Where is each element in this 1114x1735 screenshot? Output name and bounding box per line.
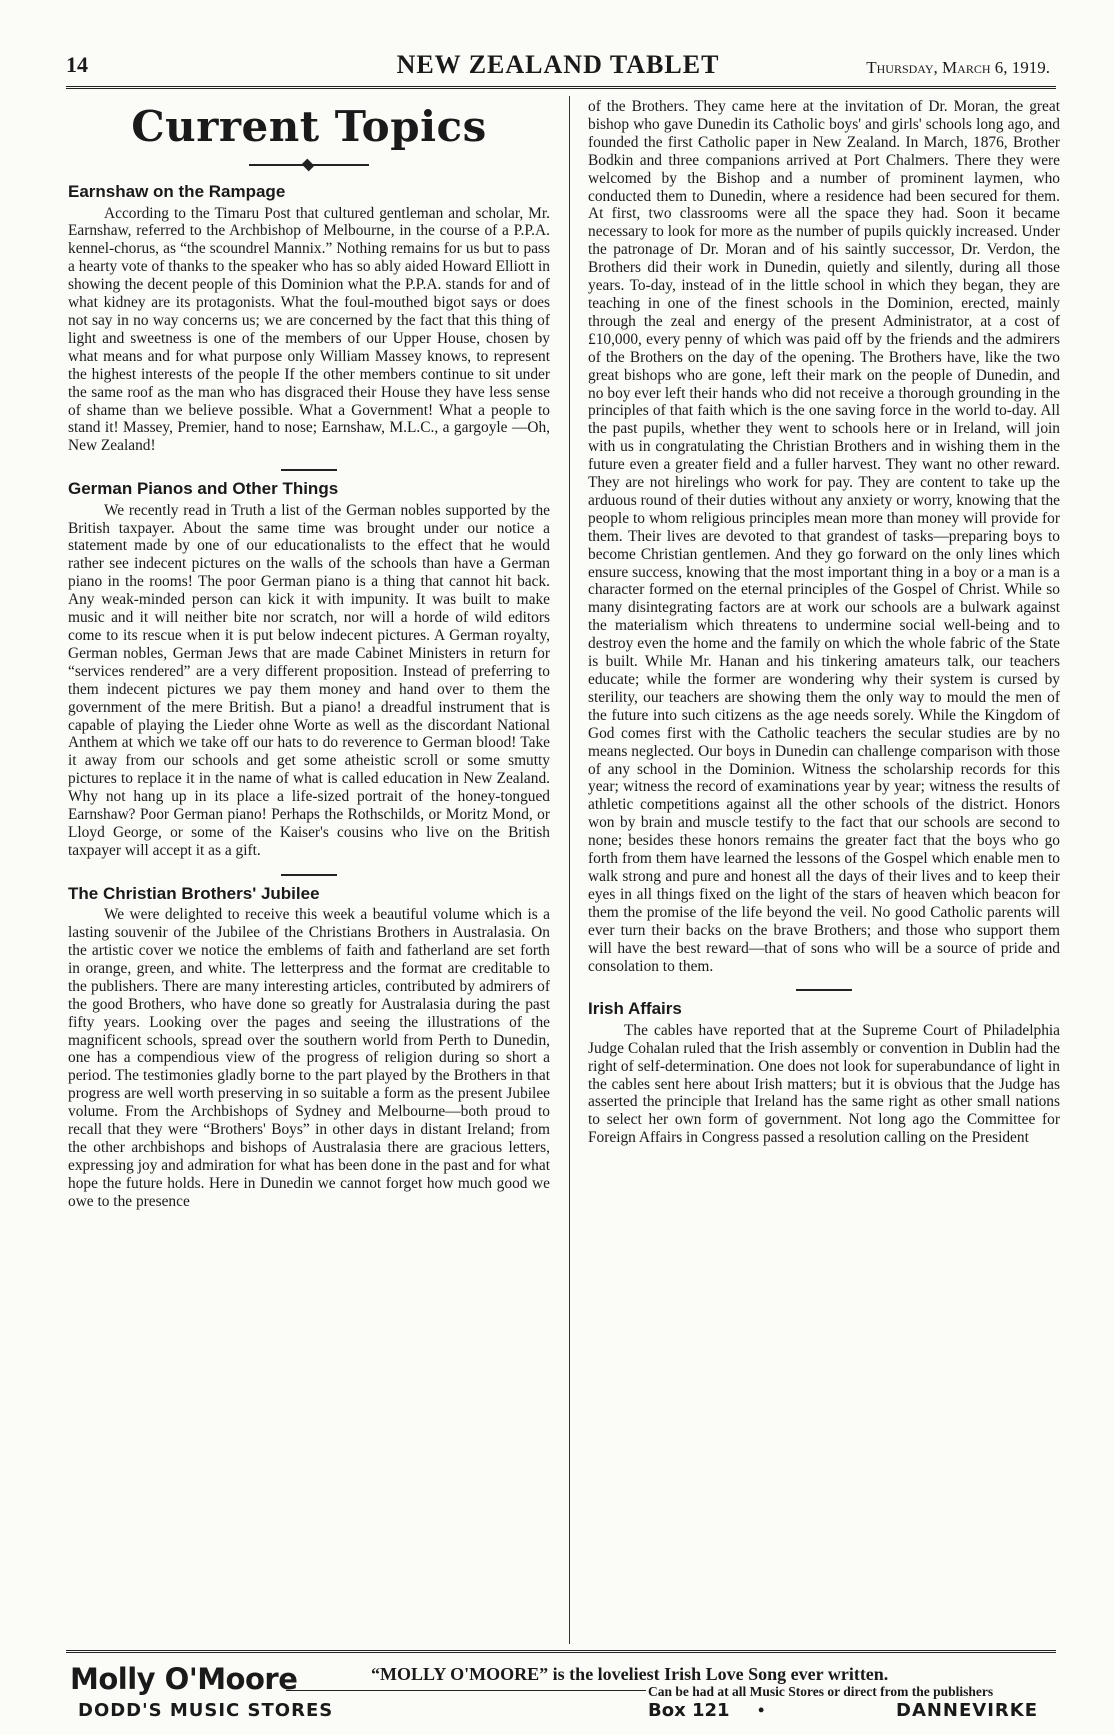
ad-box-number: Box 121: [648, 1700, 730, 1721]
article-paragraph: The cables have reported that at the Supreme Court of Philadelphia Judge Cohalan ruled that the Irish assembly or convention in Dublin had the right of self-determination. One does not look for superabundance of light in the cables sent here about Irish matters; but it is obvious that the Judge has asserted the principle that Ireland has the same right as other small nations to select her own form of government. Not long ago the Committee for Foreign Affairs in Congress passed a resolution calling on the President: [588, 1021, 1060, 1147]
left-column: [68, 98, 550, 1648]
section-heading-german-pianos: German Pianos and Other Things: [68, 479, 339, 499]
ad-availability: Can be had at all Music Stores or direct from the publishers: [648, 1684, 994, 1699]
column-divider: [569, 96, 570, 1644]
ad-song-title: Molly O'Moore: [70, 1662, 298, 1696]
ad-bullet: •: [758, 1700, 765, 1720]
article-paragraph: According to the Timaru Post that cultured gentleman and scholar, Mr. Earnshaw, referred to the Archbishop of Melbourne, in the course of a P.P.A. kennel-chorus, as “the scoundrel Mannix.” Nothing remains for us but to pass a hearty vote of thanks to the speaker who has so ably aided Howard Elliott in showing the decent people of this Dominion what the P.P.A. stands for and of what kidney are its protagonists. What the foul-mouthed bigot says or does not say in no way concerns us; we are concerned by the fact that this thing of light and sweetness is one of the members of our Upper House, chosen by what means and for what purpose only William Massey knows, to represent the highest interests of the people If the other members continue to sit under the same roof as the man who has disgraced their House they have less sense of shame than we believe possible. What a Government! What a people to stand it! Massey, Premier, hand to nose; Earnshaw, M.L.C., a gargoyle —Oh, New Zealand!: [68, 204, 550, 455]
publication-title: NEW ZEALAND TABLET: [396, 50, 720, 79]
ad-store-name: DODD'S MUSIC STORES: [78, 1700, 334, 1721]
section-heading-brothers-jubilee: The Christian Brothers' Jubilee: [68, 883, 320, 903]
newspaper-page: [58, 0, 1058, 1735]
title-ornament: [249, 162, 369, 168]
article-paragraph: We recently read in Truth a list of the German nobles supported by the British taxpayer. About the same time was brought under our notice a statement made by one of our educationalists to the effect that he would rather see indecent pictures on the walls of the schools than have a German piano in the rooms! The poor German piano is a thing that cannot hit back. Any weak-minded person can kick it with impunity. It was built to make music and it will neither bite nor scratch, nor will a horde of wild editors come to its rescue when it is put below indecent pictures. A German royalty, German nobles, German Jews that are made Cabinet Ministers in return for “services rendered” are a very different proposition. Instead of preferring to them indecent pictures we pay them money and hand over to them the government of the mere British. But a piano! a dreadful instrument that is capable of playing the Lieder ohne Worte as well as the discordant National Anthem at which we take off our hats to do reverence to German blood! Take it away from our schools and get some atheistic scroll or some smutty pictures to replace it in the name of what is called education in New Zealand. Why not hang up in its place a life-sized portrait of the honey-tongued Earnshaw? Poor German piano! Perhaps the Rothschilds, or Moritz Mond, or Lloyd George, or some of the Kaiser's cousins who live on the British taxpayer will accept it as a gift.: [68, 501, 550, 859]
section-separator: [281, 469, 337, 471]
ad-town: DANNEVIRKE: [896, 1700, 1039, 1721]
page-title: Current Topics: [131, 102, 487, 151]
section-heading-irish-affairs: Irish Affairs: [588, 999, 682, 1019]
issue-date: Thursday, March 6, 1919.: [866, 58, 1050, 77]
section-separator: [796, 989, 852, 991]
masthead: [58, 48, 1058, 86]
section-separator: [281, 874, 337, 876]
section-heading-earnshaw: Earnshaw on the Rampage: [68, 182, 286, 202]
article-continuation: of the Brothers. They came here at the invitation of Dr. Moran, the great bishop who gave Dunedin its Catholic boys' and girls' schools long ago, and founded the first Catholic paper in New Zealand. In March, 1876, Brother Bodkin and three companions arrived at Port Chalmers. There they were welcomed by the Bishop and a number of prominent laymen, who conducted them to Dunedin, where a residence had been secured for them. At first, two classrooms were all the space they had. Soon it became necessary to look for more as the number of pupils quickly increased. Under the patronage of Dr. Moran and of his saintly successor, Dr. Verdon, the Brothers did their work in Dunedin, quietly and silently, during all those years. To-day, instead of in the little school in which they began, they are teaching in one of the finest schools in the Dominion, erected, mainly through the zeal and energy of the present Administrator, at a cost of £10,000, every penny of which was paid off by the friends and the admirers of the Brothers on the day of the opening. The Brothers have, like the two great bishops who are gone, left their mark on the people of Dunedin, and no boy ever left their hands who did not receive a thorough grounding in the principles of that faith which is the one saving force in the world to-day. All the past pupils, whether they went to schools here or in Ireland, will join with us in congratulating the Christian Brothers and in wishing them in the future even a greater field and a fuller harvest. They want no other reward. They are not hirelings who work for pay. They are content to take up the arduous round of their duties without any anxiety or worry, knowing that the people to whom religious principles mean more than money will provide for them. Their lives are devoted to that grandest of tasks—preparing boys to become Christian gentlemen. And they go forward on the only lines which ensure success, knowing that the most important thing in a boy or a man is a character formed on the eternal principles of the Gospel of Christ. While so many disintegrating factors are at work our schools are a bulwark against the materialism which threatens to undermine social well-being and to destroy even the home and the family on which the whole fabric of the State is built. While Mr. Hanan and his tinkering amateurs talk, our teachers educate; while the former are wondering why their system is cursed by sterility, our teachers are showing them the only way to mould the men of the future into such citizens as the age needs sorely. While the Kingdom of God comes first with the Catholic teachers the secular studies are by no means neglected. Our boys in Dunedin can challenge comparison with those of any school in the Dominion. Witness the scholarship records for this year; witness the record of examinations year by year; witness the results of athletic competitions against all the other schools of the district. Honors won by brain and muscle testify to the fact that our schools are second to none; besides these honors remains the greater fact that the boys who go forth from them have learned the lessons of the Gospel which enable men to walk strong and pure and honest all the days of their lives and to keep their eyes in all things fixed on the light of the stars of heaven which beacon for them the promise of the life beyond the veil. No good Catholic parents will ever turn their backs on the brave Brothers; and those who support them will have the best reward—that of sons who will be a source of pride and consolation to them.: [588, 98, 1060, 975]
masthead-rule: [66, 86, 1056, 92]
article-paragraph: We were delighted to receive this week a beautiful volume which is a lasting souvenir of the Jubilee of the Christians Brothers in Australasia. On the artistic cover we notice the emblems of faith and fatherland are set forth in orange, green, and white. The letterpress and the format are creditable to the publishers. There are many interesting articles, contributed by admirers of the good Brothers, who have done so greatly for Australasia during the past fifty years. Looking over the pages and seeing the illustrations of the magnificent schools, spread over the southern world from Perth to Dunedin, one has a compendious view of the progress of religion during so short a period. The testimonies gladly borne to the part played by the Brothers in that progress are well worth preserving in so suitable a form as the present Jubilee volume. From the Archbishops of Sydney and Melbourne—both proud to recall that they were “Brothers' Boys” in other days in distant Ireland; from the other archbishops and bishops of Australasia there are gracious letters, expressing joy and admiration for what has been done in the past and for what hope the future holds. Here in Dunedin we cannot forget how much good we owe to the presence: [68, 906, 550, 1210]
right-column: [588, 98, 1060, 1648]
ad-tagline: “MOLLY O'MOORE” is the loveliest Irish Love Song ever written.: [371, 1664, 889, 1684]
page-number: 14: [66, 52, 88, 77]
